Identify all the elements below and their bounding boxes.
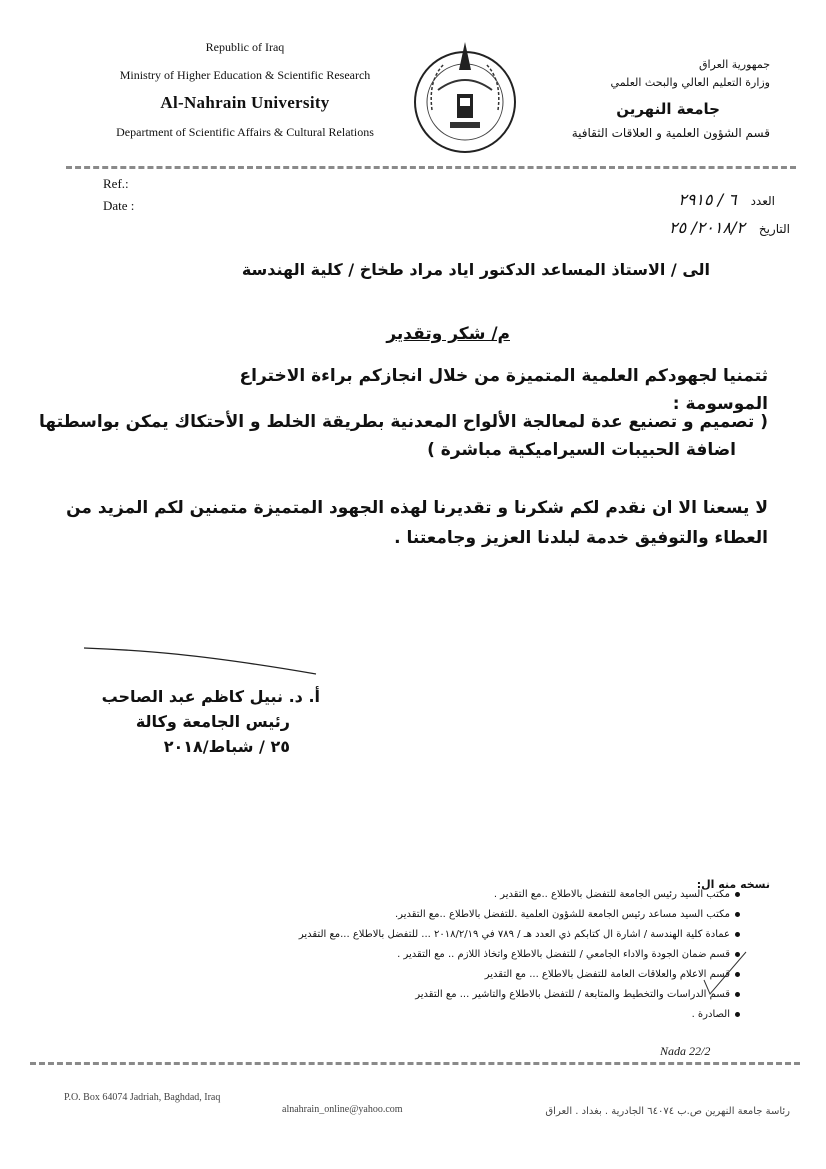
department-en: Department of Scientific Affairs & Cultural Relations bbox=[116, 125, 374, 140]
number-field bbox=[570, 190, 775, 209]
date-value: ٢٠١٨/٢/ ٢٥ bbox=[668, 218, 746, 237]
number-value: ٦ / ٢٩١٥ bbox=[678, 190, 737, 209]
copies-list bbox=[240, 888, 740, 1022]
university-name-en: Al-Nahrain University bbox=[160, 92, 330, 112]
paragraph-1: ثتمنيا لجهودكم العلمية المتميزة من خلال انجازكم براءة الاختراع الموسومة : bbox=[239, 366, 768, 414]
bullet-icon bbox=[735, 1012, 740, 1017]
date-label-ar: التاريخ bbox=[758, 222, 790, 236]
signatory-name: أ. د. نبيل كاظم عبد الصاحب bbox=[101, 687, 320, 706]
list-item: عمادة كلية الهندسة / اشارة ال كتابكم ذي العدد هـ / ٧٨٩ في ٢٠١٨/٢/١٩ ... للتفضل بالاطلاع ...مع التقدير bbox=[240, 928, 740, 942]
subject-line: م/ شكر وتقدير bbox=[386, 324, 510, 344]
header-divider bbox=[66, 166, 796, 169]
signatory-title: رئيس الجامعة وكالة bbox=[135, 712, 290, 731]
handwritten-signature bbox=[80, 640, 320, 680]
footer-address-ar: رئاسة جامعة النهرين ص.ب ٦٤٠٧٤ الجادرية . بغداد . العراق bbox=[545, 1106, 790, 1117]
recipient-line: الى / الاستاذ المساعد الدكتور اياد مراد طخاخ / كلية الهندسة bbox=[241, 260, 710, 279]
bullet-icon bbox=[735, 932, 740, 937]
country-en: Republic of Iraq bbox=[205, 40, 285, 54]
letterhead-arabic bbox=[520, 58, 770, 141]
bullet-icon bbox=[735, 892, 740, 897]
list-item: قسم ضمان الجودة والاداء الجامعي / للتفضل بالاطلاع واتخاذ اللازم .. مع التقدير . bbox=[240, 948, 740, 962]
country-ar: جمهورية العراق bbox=[698, 58, 770, 71]
signature-block bbox=[60, 684, 320, 759]
typist-initials: Nada 22/2 bbox=[660, 1044, 711, 1058]
footer-divider bbox=[30, 1062, 800, 1065]
footer-po-box: P.O. Box 64074 Jadriah, Baghdad, Iraq bbox=[64, 1092, 221, 1103]
university-seal-icon bbox=[410, 40, 520, 158]
footer-email: alnahrain_online@yahoo.com bbox=[282, 1104, 403, 1115]
list-item: قسم الدراسات والتخطيط والمتابعة / للتفضل بالاطلاع والتاشير ... مع التقدير bbox=[240, 988, 740, 1002]
letterhead-english bbox=[80, 40, 410, 140]
patent-title-line-2: اضافة الحبيبات السيراميكية مباشرة ) bbox=[427, 440, 736, 460]
signature-date: ٢٥ / شباط/٢٠١٨ bbox=[163, 737, 290, 756]
closing-line-1: لا يسعنا الا ان نقدم لكم شكرنا و تقديرنا لهذه الجهود المتميزة متمنين لكم المزيد من bbox=[66, 498, 768, 518]
department-ar: قسم الشؤون العلمية و العلاقات الثقافية bbox=[571, 126, 770, 141]
patent-title-line-1: ( تصميم و تصنيع عدة لمعالجة الألواح المعدنية بطريقة الخلط و الأحتكاك يمكن بواسطتها bbox=[39, 412, 768, 432]
ministry-ar: وزارة التعليم العالي والبحث العلمي bbox=[610, 75, 770, 89]
copies-heading: نسخه منه ال: bbox=[696, 878, 770, 891]
list-item: قسم الاعلام والعلاقات العامة للتفضل بالاطلاع ... مع التقدير bbox=[240, 968, 740, 982]
date-label: Date : bbox=[103, 198, 135, 213]
university-name-ar: جامعة النهرين bbox=[616, 99, 720, 118]
ref-label: Ref.: bbox=[103, 176, 129, 191]
ministry-en: Ministry of Higher Education & Scientific Research bbox=[119, 68, 371, 83]
date-field-ar bbox=[570, 218, 790, 237]
list-item: الصادرة . bbox=[240, 1008, 740, 1022]
handwritten-mark bbox=[700, 950, 750, 1000]
bullet-icon bbox=[735, 912, 740, 917]
list-item: مكتب السيد رئيس الجامعة للتفضل بالاطلاع ..مع التقدير . bbox=[240, 888, 740, 902]
closing-line-2: العطاء والتوفيق خدمة لبلدنا العزيز وجامعتنا . bbox=[394, 528, 768, 548]
list-item: مكتب السيد مساعد رئيس الجامعة للشؤون العلمية .للتفضل بالاطلاع ..مع التقدير. bbox=[240, 908, 740, 922]
number-label-ar: العدد bbox=[750, 194, 775, 208]
